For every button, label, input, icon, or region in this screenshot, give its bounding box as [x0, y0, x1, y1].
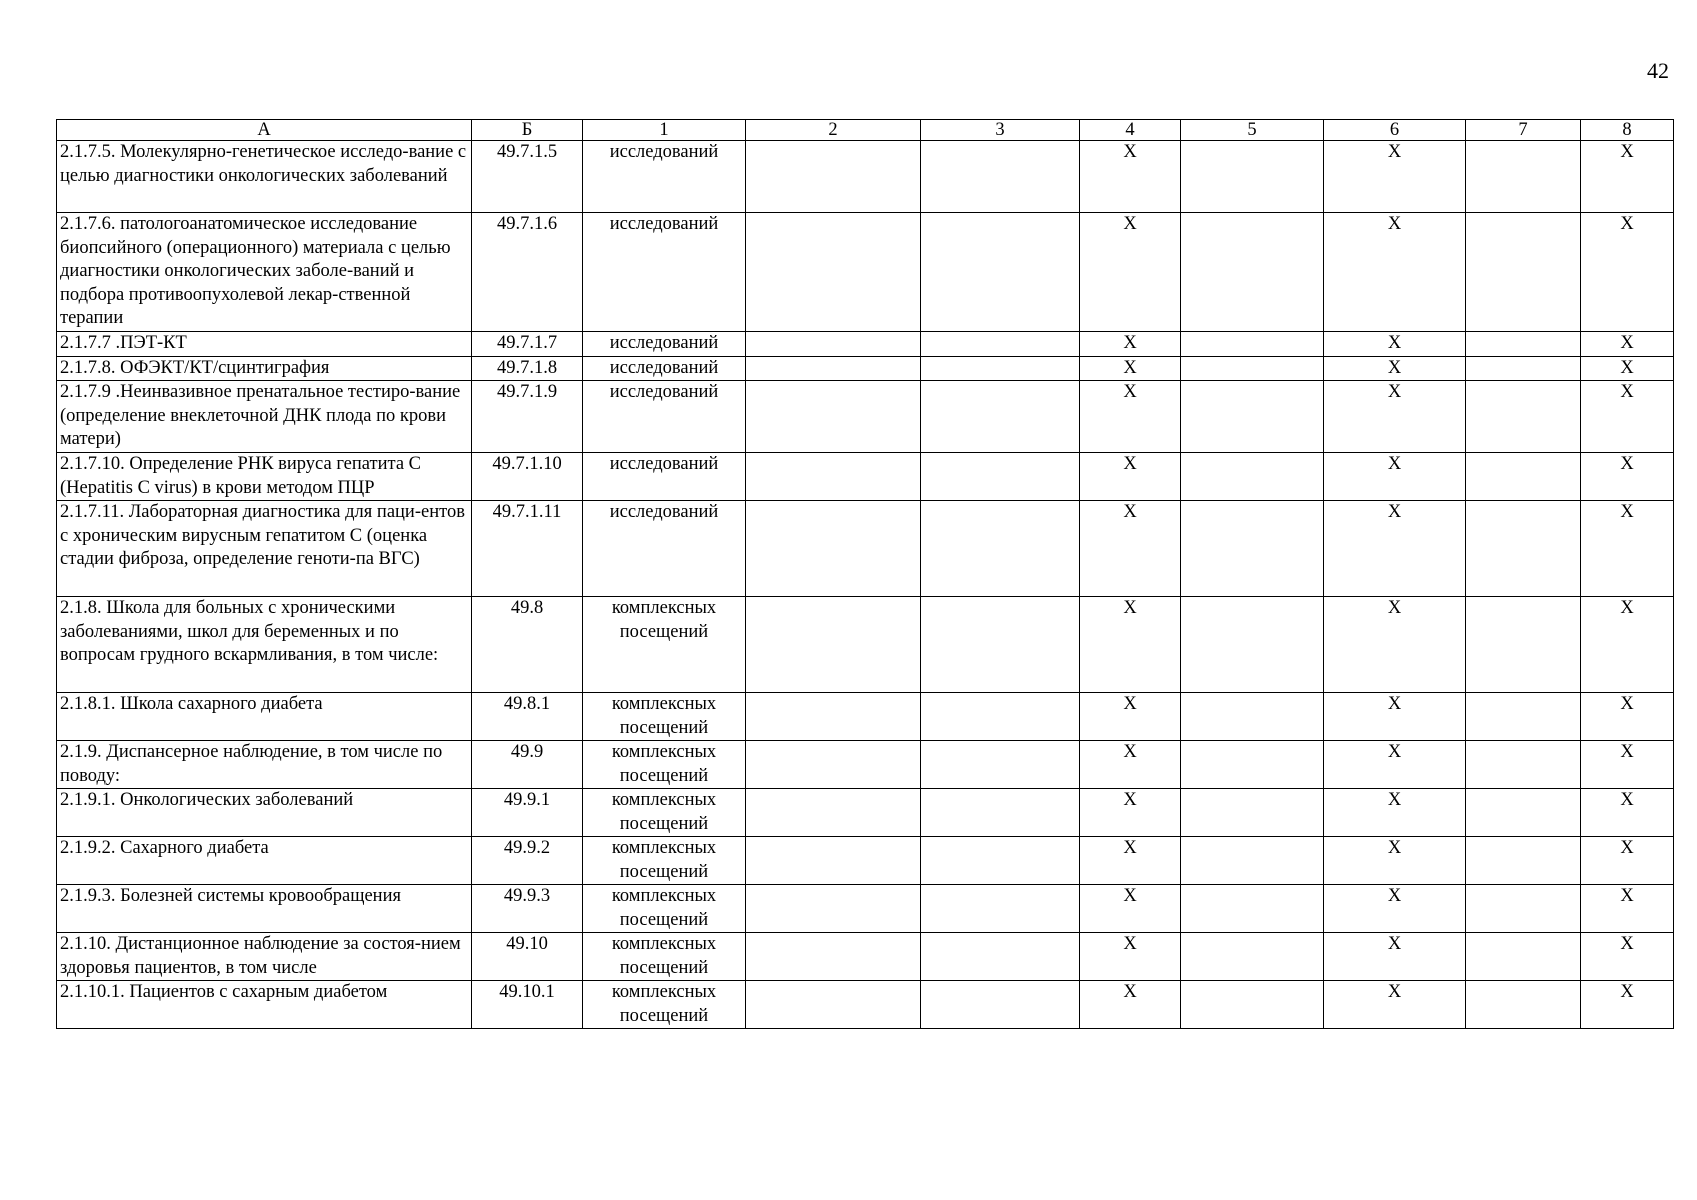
cell-col-3	[921, 356, 1080, 381]
cell-col-4: X	[1080, 741, 1181, 789]
cell-col-2	[746, 933, 921, 981]
cell-unit: исследований	[583, 332, 746, 357]
cell-col-6: X	[1324, 356, 1466, 381]
cell-col-6: X	[1324, 141, 1466, 213]
cell-col-7	[1466, 381, 1581, 453]
cell-col-5	[1181, 213, 1324, 332]
cell-indicator: 2.1.7.8. ОФЭКТ/КТ/сцинтиграфия	[57, 356, 472, 381]
page-number: 42	[1647, 58, 1669, 83]
cell-col-8: X	[1581, 213, 1674, 332]
cell-col-3	[921, 597, 1080, 693]
cell-indicator: 2.1.7.6. патологоанатомическое исследование биопсийного (операционного) материала с целью диагностики онкологических заболе-ваний и подбора противоопухолевой лекар-ственной терапии	[57, 213, 472, 332]
cell-col-4: X	[1080, 356, 1181, 381]
cell-col-4: X	[1080, 453, 1181, 501]
cell-col-8: X	[1581, 381, 1674, 453]
cell-col-8: X	[1581, 885, 1674, 933]
cell-row-code: 49.7.1.10	[472, 453, 583, 501]
column-header-5: 5	[1181, 120, 1324, 141]
table-row	[57, 356, 1674, 381]
cell-indicator: 2.1.7.11. Лабораторная диагностика для паци-ентов с хроническим вирусным гепатитом С (оценка стадии фиброза, определение геноти-па ВГС)	[57, 501, 472, 597]
header-row	[57, 120, 1674, 141]
cell-col-3	[921, 453, 1080, 501]
table-row	[57, 693, 1674, 741]
cell-col-7	[1466, 453, 1581, 501]
cell-col-3	[921, 741, 1080, 789]
cell-row-code: 49.10.1	[472, 981, 583, 1029]
column-header-2: 2	[746, 120, 921, 141]
cell-col-3	[921, 332, 1080, 357]
cell-col-8: X	[1581, 356, 1674, 381]
table-row	[57, 837, 1674, 885]
cell-col-4: X	[1080, 693, 1181, 741]
cell-col-7	[1466, 356, 1581, 381]
cell-col-3	[921, 501, 1080, 597]
cell-row-code: 49.7.1.11	[472, 501, 583, 597]
cell-col-6: X	[1324, 332, 1466, 357]
cell-col-5	[1181, 741, 1324, 789]
cell-col-7	[1466, 332, 1581, 357]
table-row	[57, 981, 1674, 1029]
cell-indicator: 2.1.7.9 .Неинвазивное пренатальное тестиро-вание (определение внеклеточной ДНК плода по крови матери)	[57, 381, 472, 453]
table-body	[57, 141, 1674, 1029]
cell-unit: исследований	[583, 213, 746, 332]
cell-col-4: X	[1080, 933, 1181, 981]
cell-unit: комплексных посещений	[583, 837, 746, 885]
cell-col-2	[746, 501, 921, 597]
cell-col-3	[921, 837, 1080, 885]
cell-indicator: 2.1.9.2. Сахарного диабета	[57, 837, 472, 885]
cell-col-3	[921, 933, 1080, 981]
cell-col-7	[1466, 597, 1581, 693]
cell-col-2	[746, 453, 921, 501]
cell-unit: комплексных посещений	[583, 981, 746, 1029]
cell-col-2	[746, 141, 921, 213]
column-header-b: Б	[472, 120, 583, 141]
cell-unit: исследований	[583, 141, 746, 213]
cell-col-3	[921, 789, 1080, 837]
cell-row-code: 49.7.1.9	[472, 381, 583, 453]
cell-col-7	[1466, 837, 1581, 885]
cell-unit: исследований	[583, 381, 746, 453]
column-header-6: 6	[1324, 120, 1466, 141]
cell-col-4: X	[1080, 141, 1181, 213]
cell-col-6: X	[1324, 501, 1466, 597]
cell-col-4: X	[1080, 381, 1181, 453]
cell-col-7	[1466, 741, 1581, 789]
column-header-3: 3	[921, 120, 1080, 141]
cell-col-3	[921, 141, 1080, 213]
cell-col-8: X	[1581, 597, 1674, 693]
cell-unit: комплексных посещений	[583, 885, 746, 933]
table-row	[57, 332, 1674, 357]
cell-col-5	[1181, 885, 1324, 933]
cell-col-2	[746, 789, 921, 837]
cell-indicator: 2.1.7.10. Определение РНК вируса гепатита С (Hepatitis С virus) в крови методом ПЦР	[57, 453, 472, 501]
cell-col-5	[1181, 789, 1324, 837]
cell-col-2	[746, 381, 921, 453]
cell-row-code: 49.9.1	[472, 789, 583, 837]
cell-col-6: X	[1324, 885, 1466, 933]
cell-row-code: 49.8	[472, 597, 583, 693]
table-row	[57, 381, 1674, 453]
cell-col-6: X	[1324, 381, 1466, 453]
cell-indicator: 2.1.10. Дистанционное наблюдение за состоя-нием здоровья пациентов, в том числе	[57, 933, 472, 981]
cell-col-2	[746, 356, 921, 381]
cell-col-5	[1181, 981, 1324, 1029]
cell-unit: комплексных посещений	[583, 933, 746, 981]
cell-row-code: 49.9.2	[472, 837, 583, 885]
cell-col-8: X	[1581, 693, 1674, 741]
cell-col-7	[1466, 141, 1581, 213]
cell-col-5	[1181, 837, 1324, 885]
cell-indicator: 2.1.7.7 .ПЭТ-КТ	[57, 332, 472, 357]
cell-col-2	[746, 885, 921, 933]
cell-col-6: X	[1324, 981, 1466, 1029]
cell-indicator: 2.1.9.1. Онкологических заболеваний	[57, 789, 472, 837]
cell-col-2	[746, 213, 921, 332]
table-row	[57, 453, 1674, 501]
cell-col-6: X	[1324, 789, 1466, 837]
cell-col-8: X	[1581, 933, 1674, 981]
cell-col-6: X	[1324, 741, 1466, 789]
cell-indicator: 2.1.8.1. Школа сахарного диабета	[57, 693, 472, 741]
cell-col-5	[1181, 933, 1324, 981]
cell-col-7	[1466, 213, 1581, 332]
cell-col-8: X	[1581, 141, 1674, 213]
cell-col-2	[746, 981, 921, 1029]
cell-col-5	[1181, 141, 1324, 213]
table-row	[57, 933, 1674, 981]
cell-row-code: 49.7.1.7	[472, 332, 583, 357]
cell-col-7	[1466, 501, 1581, 597]
cell-row-code: 49.9	[472, 741, 583, 789]
cell-row-code: 49.7.1.8	[472, 356, 583, 381]
cell-indicator: 2.1.10.1. Пациентов с сахарным диабетом	[57, 981, 472, 1029]
column-header-a: А	[57, 120, 472, 141]
cell-col-6: X	[1324, 213, 1466, 332]
table-row	[57, 789, 1674, 837]
cell-indicator: 2.1.9.3. Болезней системы кровообращения	[57, 885, 472, 933]
column-header-1: 1	[583, 120, 746, 141]
cell-col-7	[1466, 885, 1581, 933]
cell-indicator: 2.1.9. Диспансерное наблюдение, в том числе по поводу:	[57, 741, 472, 789]
cell-col-8: X	[1581, 501, 1674, 597]
cell-row-code: 49.9.3	[472, 885, 583, 933]
cell-col-7	[1466, 933, 1581, 981]
cell-col-2	[746, 693, 921, 741]
cell-col-5	[1181, 332, 1324, 357]
table-row	[57, 141, 1674, 213]
cell-col-6: X	[1324, 453, 1466, 501]
cell-col-4: X	[1080, 885, 1181, 933]
cell-row-code: 49.8.1	[472, 693, 583, 741]
cell-unit: комплексных посещений	[583, 789, 746, 837]
table-row	[57, 885, 1674, 933]
cell-indicator: 2.1.8. Школа для больных с хроническими заболеваниями, школ для беременных и по вопросам грудного вскармливания, в том числе:	[57, 597, 472, 693]
table-row	[57, 597, 1674, 693]
cell-row-code: 49.7.1.5	[472, 141, 583, 213]
cell-col-8: X	[1581, 837, 1674, 885]
table-row	[57, 741, 1674, 789]
cell-col-4: X	[1080, 213, 1181, 332]
table-row	[57, 501, 1674, 597]
cell-indicator: 2.1.7.5. Молекулярно-генетическое исследо-вание с целью диагностики онкологических заболеваний	[57, 141, 472, 213]
cell-col-6: X	[1324, 597, 1466, 693]
cell-col-8: X	[1581, 332, 1674, 357]
column-header-7: 7	[1466, 120, 1581, 141]
data-table	[56, 119, 1674, 1029]
cell-col-4: X	[1080, 789, 1181, 837]
cell-col-8: X	[1581, 453, 1674, 501]
cell-row-code: 49.7.1.6	[472, 213, 583, 332]
cell-col-6: X	[1324, 693, 1466, 741]
cell-col-7	[1466, 981, 1581, 1029]
cell-row-code: 49.10	[472, 933, 583, 981]
cell-col-3	[921, 885, 1080, 933]
cell-col-5	[1181, 453, 1324, 501]
cell-col-5	[1181, 501, 1324, 597]
cell-unit: комплексных посещений	[583, 597, 746, 693]
cell-col-5	[1181, 597, 1324, 693]
column-header-4: 4	[1080, 120, 1181, 141]
cell-col-2	[746, 837, 921, 885]
cell-col-2	[746, 597, 921, 693]
cell-unit: исследований	[583, 356, 746, 381]
cell-col-8: X	[1581, 741, 1674, 789]
cell-col-8: X	[1581, 789, 1674, 837]
cell-col-8: X	[1581, 981, 1674, 1029]
cell-col-3	[921, 981, 1080, 1029]
column-header-8: 8	[1581, 120, 1674, 141]
cell-col-6: X	[1324, 933, 1466, 981]
cell-col-3	[921, 381, 1080, 453]
cell-col-3	[921, 693, 1080, 741]
cell-col-2	[746, 332, 921, 357]
table-row	[57, 213, 1674, 332]
cell-col-3	[921, 213, 1080, 332]
cell-col-5	[1181, 693, 1324, 741]
cell-unit: исследований	[583, 453, 746, 501]
cell-col-4: X	[1080, 597, 1181, 693]
cell-col-2	[746, 741, 921, 789]
cell-col-6: X	[1324, 837, 1466, 885]
cell-col-5	[1181, 381, 1324, 453]
cell-unit: исследований	[583, 501, 746, 597]
cell-unit: комплексных посещений	[583, 741, 746, 789]
cell-col-4: X	[1080, 981, 1181, 1029]
cell-col-7	[1466, 789, 1581, 837]
cell-col-5	[1181, 356, 1324, 381]
cell-col-4: X	[1080, 332, 1181, 357]
cell-col-4: X	[1080, 837, 1181, 885]
cell-unit: комплексных посещений	[583, 693, 746, 741]
cell-col-7	[1466, 693, 1581, 741]
cell-col-4: X	[1080, 501, 1181, 597]
